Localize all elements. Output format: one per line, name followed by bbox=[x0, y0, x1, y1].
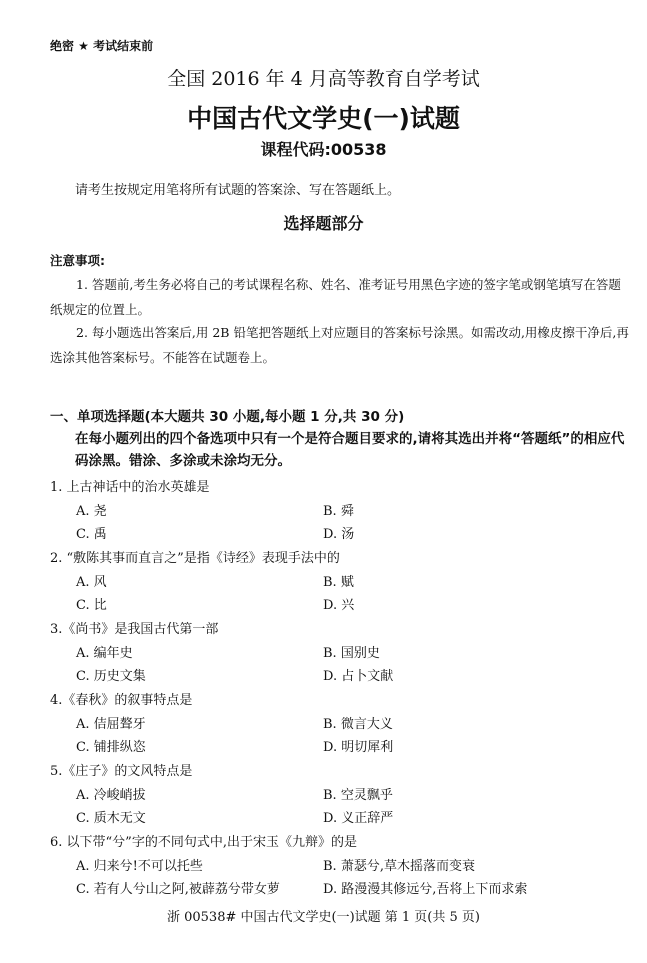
page-footer: 浙 00538# 中国古代文学史(一)试题 第 1 页(共 5 页) bbox=[166, 910, 480, 925]
question-3-option-d: D. 占卜文献 bbox=[323, 669, 394, 684]
question-5-option-b: B. 空灵飘乎 bbox=[323, 788, 393, 803]
question-4-option-c: C. 铺排纵恣 bbox=[76, 740, 146, 755]
question-6-option-c: C. 若有人兮山之阿,被薜荔兮带女萝 bbox=[76, 882, 280, 897]
paper-title: 中国古代文学史(一)试题 bbox=[187, 104, 460, 133]
question-2-option-c: C. 比 bbox=[76, 598, 107, 613]
question-6-option-a: A. 归来兮!不可以托些 bbox=[76, 859, 203, 874]
question-3-option-a: A. 编年史 bbox=[76, 646, 133, 661]
question-1-stem: 1. 上古神话中的治水英雄是 bbox=[50, 480, 210, 495]
question-1-option-c: C. 禹 bbox=[76, 527, 107, 542]
question-5-option-c: C. 质木无文 bbox=[76, 811, 146, 826]
question-4-option-b: B. 微言大义 bbox=[323, 717, 393, 732]
notes-title: 注意事项: bbox=[50, 253, 105, 268]
question-1-option-a: A. 尧 bbox=[76, 504, 107, 519]
question-5-stem: 5.《庄子》的文风特点是 bbox=[50, 764, 193, 779]
question-2-stem: 2. “敷陈其事而直言之”是指《诗经》表现手法中的 bbox=[50, 551, 340, 566]
course-code: 课程代码:00538 bbox=[260, 140, 387, 159]
question-6-option-b: B. 萧瑟兮,草木摇落而变衰 bbox=[323, 859, 475, 874]
section-description: 在每小题列出的四个备选项中只有一个是符合题目要求的,请将其选出并将“答题纸”的相应代码涂黑。错涂、多涂或未涂均无分。 bbox=[75, 431, 625, 469]
question-4-option-d: D. 明切犀利 bbox=[323, 740, 394, 755]
question-1-option-d: D. 汤 bbox=[323, 527, 355, 542]
question-2-option-a: A. 风 bbox=[76, 575, 107, 590]
question-3-option-c: C. 历史文集 bbox=[76, 669, 146, 684]
question-2-option-d: D. 兴 bbox=[323, 598, 355, 613]
question-4-option-a: A. 佶屈聱牙 bbox=[76, 717, 146, 732]
answer-instruction: 请考生按规定用笔将所有试题的答案涂、写在答题纸上。 bbox=[75, 183, 401, 198]
question-4-stem: 4.《春秋》的叙事特点是 bbox=[50, 693, 193, 708]
question-3-stem: 3.《尚书》是我国古代第一部 bbox=[50, 622, 219, 637]
note-item-2: 2. 每小题选出答案后,用 2B 铅笔把答题纸上对应题目的答案标号涂黑。如需改动,用橡皮擦干净后,再选涂其他答案标号。不能答在试题卷上。 bbox=[50, 325, 629, 365]
confidential-label: 绝密 ★ 考试结束前 bbox=[50, 39, 154, 53]
question-3-option-b: B. 国别史 bbox=[323, 646, 380, 661]
exam-title: 全国 2016 年 4 月高等教育自学考试 bbox=[167, 68, 480, 90]
note-item-1: 1. 答题前,考生务必将自己的考试课程名称、姓名、准考证号用黑色字迹的签字笔或钢笔填写在答题纸规定的位置上。 bbox=[50, 277, 621, 317]
question-6-stem: 6. 以下带“兮”字的不同句式中,出于宋玉《九辩》的是 bbox=[50, 835, 357, 850]
question-1-option-b: B. 舜 bbox=[323, 504, 354, 519]
question-2-option-b: B. 赋 bbox=[323, 575, 354, 590]
question-5-option-a: A. 冷峻峭拔 bbox=[76, 788, 146, 803]
section-heading: 一、单项选择题(本大题共 30 小题,每小题 1 分,共 30 分) bbox=[50, 409, 405, 425]
part-title: 选择题部分 bbox=[283, 214, 364, 233]
question-6-option-d: D. 路漫漫其修远兮,吾将上下而求索 bbox=[323, 882, 528, 897]
question-5-option-d: D. 义正辞严 bbox=[323, 811, 394, 826]
